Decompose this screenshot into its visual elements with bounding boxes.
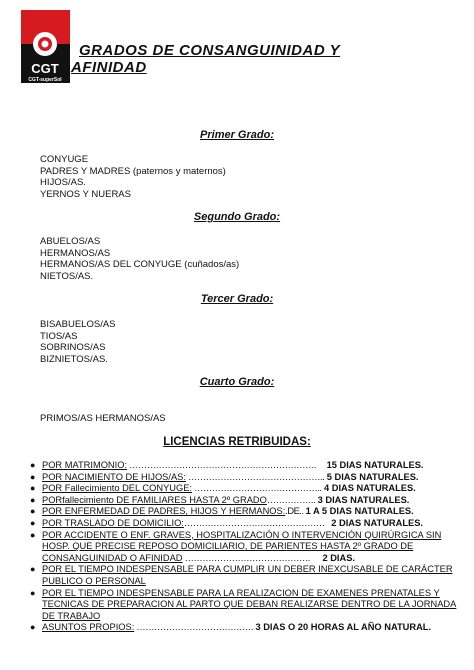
heading-segundo-grado: Segundo Grado:: [193, 211, 281, 223]
heading-cuarto-grado: Cuarto Grado:: [199, 376, 275, 388]
list-item: BISABUELOS/AS: [40, 319, 116, 330]
bullet-icon: ●: [30, 494, 36, 505]
bullet-icon: ●: [30, 517, 36, 528]
licencia-item: [30, 495, 462, 507]
list-item: SOBRINOS/AS: [40, 342, 106, 353]
list-item: HIJOS/AS.: [40, 177, 86, 188]
licencia-label: POR ACCIDENTE O ENF. GRAVES, HOSPITALIZACIÓN O INTERVENCIÓN QUIRÚRGICA SIN HOSP. QUE PRECISE REPOSO DOMICILIARIO, DE PARIENTES HASTA 2º GRADO DE CONSANGUINIDAD O AFINIDAD: [42, 529, 442, 563]
list-item: HERMANOS/AS: [40, 247, 111, 259]
bullet-icon: ●: [30, 471, 36, 482]
bullet-icon: ●: [30, 483, 36, 494]
leader-dots: ……………………………………………………….: [127, 460, 316, 470]
cgt-logo: [21, 10, 70, 83]
heading-tercer-grado: Tercer Grado:: [200, 293, 274, 305]
leader-dots: .DE..: [285, 506, 306, 517]
licencia-label: POR EL TIEMPO INDESPENSABLE PARA CUMPLIR UN DEBER INEXCUSABLE DE CARÁCTER PUBLICO O PERSONAL: [42, 564, 453, 586]
licencia-label: POR ENFERMEDAD DE PADRES, HIJOS Y HERMANOS:: [42, 506, 286, 517]
licencia-item: [30, 588, 462, 623]
leader-dots: ………………………………….: [134, 622, 253, 633]
list-item: HERMANOS/AS DEL CONYUGE (cuñados/as): [40, 259, 240, 270]
list-cuarto-grado: [40, 413, 166, 425]
cgt-logo-graphic: [21, 10, 70, 83]
list-item: NIETOS/AS.: [40, 270, 94, 282]
leader-dots: …………………………………….: [182, 552, 310, 563]
licencia-result: 15 DIAS NATURALES.: [326, 460, 424, 470]
list-item: ABUELOS/AS: [40, 236, 101, 247]
licencia-result: 1 A 5 DIAS NATURALES.: [305, 506, 414, 517]
licencia-label: ASUNTOS PROPIOS:: [42, 622, 135, 633]
licencia-label: PORfallecimiento DE FAMILIARES HASTA 2º GRADO: [42, 494, 267, 505]
licencia-label: POR TRASLADO DE DOMICILIO:: [42, 517, 184, 528]
list-item: PRIMOS/AS HERMANOS/AS: [40, 413, 166, 424]
bullet-icon: ●: [30, 506, 36, 517]
list-item: CONYUGE: [40, 154, 89, 165]
leader-dots: ………………………………………..: [185, 471, 325, 482]
licencia-result: 2 DIAS.: [322, 552, 355, 563]
list-item: BIZNIETOS/AS.: [40, 353, 108, 365]
licencia-label: POR MATRIMONIO:: [42, 460, 128, 470]
document-title: [73, 42, 403, 76]
title-line-1: GRADOS DE CONSANGUINIDAD Y: [79, 42, 341, 59]
list-item: PADRES Y MADRES (paternos y maternos): [40, 165, 226, 177]
licencia-item: [30, 472, 462, 484]
licencia-label: POR NACIMIENTO DE HIJOS/AS:: [42, 471, 186, 482]
licencia-item: [30, 483, 462, 495]
licencia-item: [30, 518, 462, 530]
leader-dots: ……………………………………..: [192, 483, 322, 494]
licencia-item: [30, 564, 462, 587]
licencia-item: [30, 622, 462, 634]
list-segundo-grado: [40, 236, 239, 282]
licencias-title: LICENCIAS RETRIBUIDAS:: [163, 436, 311, 448]
heading-primer-grado: Primer Grado:: [200, 129, 274, 141]
bullet-icon: ●: [30, 622, 36, 633]
licencia-result: 4 DIAS NATURALES.: [324, 483, 416, 494]
list-primer-grado: [40, 154, 226, 200]
logo-tagline: CGT-superSol: [28, 77, 62, 83]
licencias-list: [30, 460, 462, 634]
list-tercer-grado: [40, 319, 116, 365]
bullet-icon: ●: [30, 587, 36, 598]
leader-dots: ……………..: [266, 494, 316, 505]
licencia-result: 3 DIAS NATURALES.: [317, 494, 410, 505]
licencia-label: POR Fallecimiento DEL CONYUGE:: [42, 483, 192, 494]
bullet-icon: ●: [30, 529, 36, 540]
licencia-label: POR EL TIEMPO INDESPENSABLE PARA LA REALIZACION DE EXAMENES PRENATALES Y TECNICAS DE PREPARACION AL PARTO QUE DEBAN REALIZARSE DENTRO DE LA JORNADA DE TRABAJO: [42, 587, 457, 621]
licencia-item: [30, 460, 462, 472]
title-line-2: AFINIDAD: [71, 59, 147, 76]
licencia-result: 3 DIAS O 20 HORAS AL AÑO NATURAL.: [255, 622, 432, 633]
licencia-item: [30, 506, 462, 518]
licencia-item: [30, 530, 462, 565]
licencia-result: 5 DIAS NATURALES.: [326, 471, 419, 482]
logo-letters: CGT: [31, 61, 59, 76]
list-item: TIOS/AS: [40, 330, 78, 342]
leader-dots: …………………………………………: [183, 517, 325, 528]
list-item: YERNOS Y NUERAS: [40, 188, 131, 200]
bullet-icon: ●: [30, 460, 36, 470]
licencia-result: 2 DIAS NATURALES.: [331, 517, 424, 528]
bullet-icon: ●: [30, 564, 36, 575]
